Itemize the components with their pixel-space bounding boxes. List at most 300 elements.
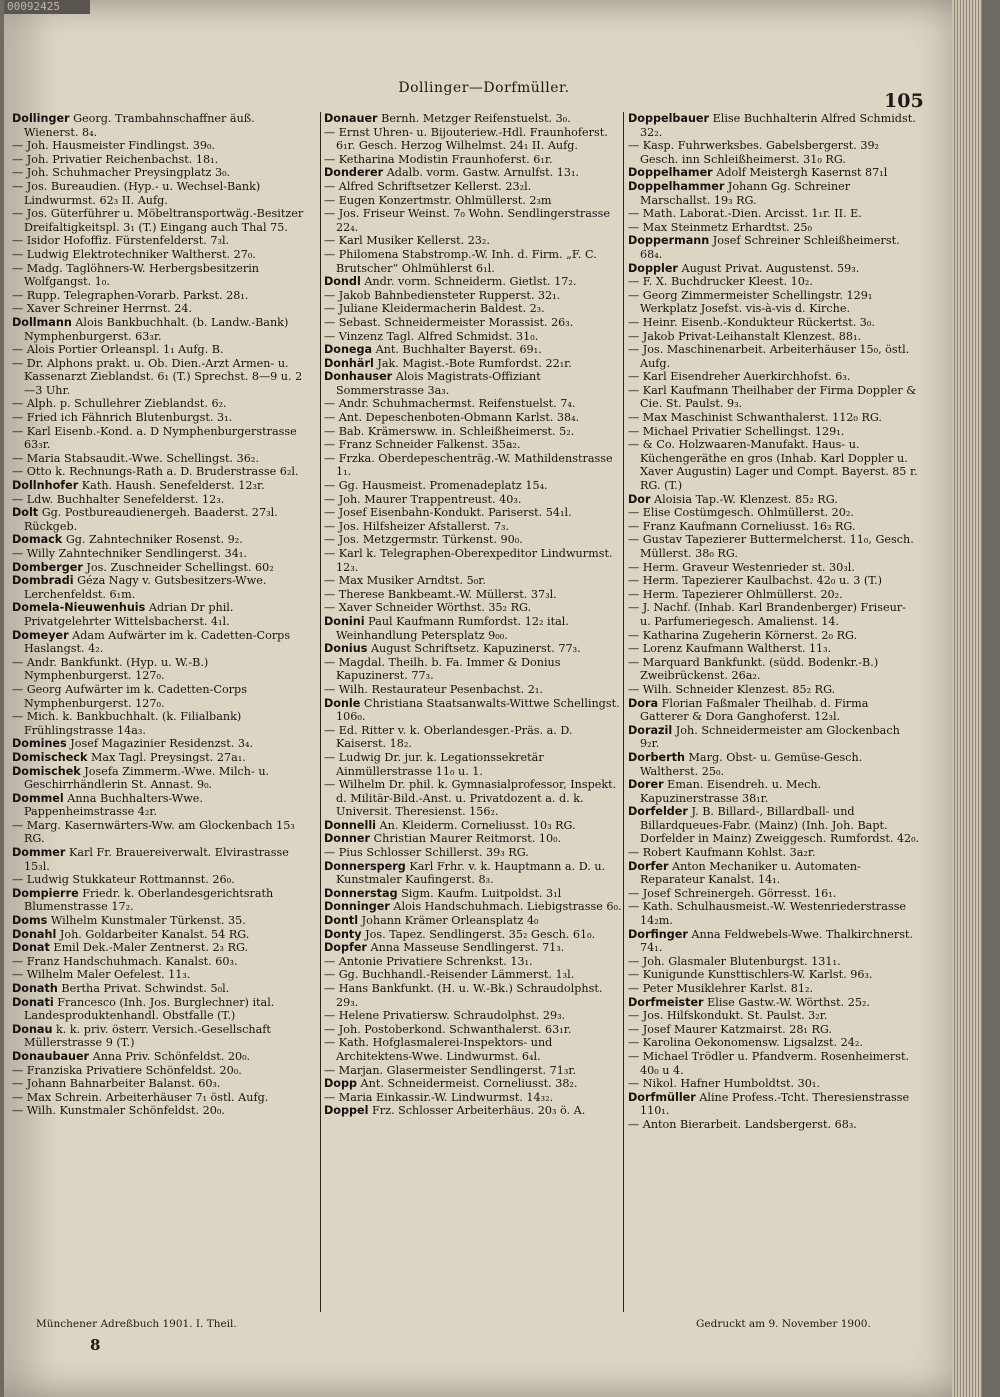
entry-text: Josefa Zimmerm.-Wwe. Milch- u. Geschirrhändlerin St. Annast. 9₀. [24, 764, 270, 792]
entry-text: — Bab. Krämersww. in. Schleißheimerst. 5₂. [324, 424, 575, 438]
entry-text: — Kasp. Fuhrwerksbes. Gabelsbergerst. 39₂ Gesch. inn Schleißheimerst. 31₀ RG. [628, 139, 880, 166]
directory-entry [324, 1064, 624, 1078]
directory-entry [324, 588, 624, 602]
directory-entry [12, 452, 312, 466]
entry-text: — Juliane Kleidermacherin Baldest. 2₃. [324, 302, 545, 316]
directory-entry [628, 860, 920, 887]
entry-surname: Domischek [12, 764, 81, 778]
entry-text: — Rupp. Telegraphen-Vorarb. Parkst. 28₁. [12, 288, 249, 302]
entry-surname: Dollnhofer [12, 479, 79, 493]
directory-entry [12, 411, 312, 425]
entry-text: — Max Steinmetz Erhardtst. 25₀ [628, 220, 812, 234]
entry-text: Aline Profess.-Tcht. Theresienstrasse 110₁. [640, 1090, 910, 1118]
directory-entry [324, 982, 624, 1009]
directory-entry [12, 425, 312, 452]
entry-surname: Dorberth [628, 750, 685, 764]
entry-surname: Dombradi [12, 574, 74, 588]
entry-text: Adrian Dr phil. Privatgelehrter Wittelsbacherst. 4₁l. [24, 601, 234, 628]
directory-entry [324, 194, 624, 208]
directory-entry [12, 561, 312, 575]
entry-text: August Schriftsetz. Kapuzinerst. 77₃. [367, 642, 581, 656]
entry-surname: Donhärl [324, 356, 374, 370]
directory-entry [324, 1009, 624, 1023]
directory-entry [324, 1023, 624, 1037]
directory-entry [12, 479, 312, 493]
entry-surname: Dopp [324, 1077, 357, 1091]
directory-entry [324, 683, 624, 697]
directory-entry [324, 860, 624, 887]
directory-entry [628, 384, 920, 411]
directory-entry [12, 465, 312, 479]
directory-entry [628, 683, 920, 697]
footer-book-title: Münchener Adreßbuch 1901. I. Theil. [36, 1318, 237, 1330]
entry-text: Josef Schreiner Schleißheimerst. 68₄. [640, 234, 900, 261]
directory-entry [12, 928, 312, 942]
directory-entry [324, 248, 624, 275]
directory-entry [628, 955, 920, 969]
entry-text: — Katharina Zugeherin Körnerst. 2₀ RG. [628, 628, 858, 642]
entry-text: — Therese Bankbeamt.-W. Müllerst. 37₃l. [324, 587, 557, 601]
entry-text: — Joh. Schuhmacher Preysingplatz 3₀. [12, 166, 231, 180]
entry-surname: Dorfmüller [628, 1090, 696, 1104]
directory-entry [324, 493, 624, 507]
entry-text: — Kath. Hofglasmalerei-Inspektors- und Architektens-Wwe. Lindwurmst. 6₄l. [324, 1036, 553, 1063]
entry-surname: Dorfinger [628, 927, 688, 941]
entry-surname: Donnersperg [324, 859, 406, 873]
entry-text: — Elise Costümgesch. Ohlmüllerst. 20₂. [628, 506, 854, 520]
entry-text: Christiana Staatsanwalts-Wittwe Schellingst. 106₀. [336, 696, 620, 724]
entry-text: — Ludwig Dr. jur. k. Legationssekretär Ainmüllerstrasse 11₀ u. 1. [324, 750, 544, 778]
directory-entry [324, 1104, 624, 1118]
directory-entry [12, 941, 312, 955]
entry-text: — Karl k. Telegraphen-Oberexpeditor Lindwurmst. 12₃. [324, 547, 613, 574]
entry-surname: Donati [12, 995, 54, 1009]
entry-surname: Donega [324, 343, 373, 357]
entry-text: — Nikol. Hafner Humboldtst. 30₁. [628, 1077, 820, 1091]
directory-entry [628, 724, 920, 751]
entry-text: — Ant. Depeschenboten-Obmann Karlst. 38₄. [324, 411, 580, 425]
entry-surname: Donath [12, 982, 58, 995]
entry-text: — Herm. Graveur Westenrieder st. 30₃l. [628, 560, 855, 574]
directory-entry [628, 751, 920, 778]
directory-entry [324, 1077, 624, 1091]
entry-text: Georg. Trambahnschaffner äuß. Wienerst. 8₄. [24, 112, 255, 139]
entry-text: Johann Gg. Schreiner Marschallst. 19₃ RG. [640, 179, 851, 207]
column-rule [320, 112, 321, 1312]
entry-surname: Donauer [324, 112, 378, 125]
entry-surname: Dolt [12, 506, 39, 520]
directory-entry [628, 262, 920, 276]
directory-entry [12, 139, 312, 153]
directory-entry [324, 452, 624, 479]
directory-entry [12, 248, 312, 262]
directory-entry [628, 112, 920, 139]
entry-text: — Maria Einkassir.-W. Lindwurmst. 14₃₂. [324, 1090, 554, 1104]
directory-entry [324, 656, 624, 683]
entry-text: — Fried ich Fähnrich Blutenburgst. 3₁. [12, 411, 233, 425]
entry-text: An. Kleiderm. Corneliusst. 10₃ RG. [376, 818, 576, 832]
entry-text: Anna Feldwebels-Wwe. Thalkirchnerst. 74₁. [640, 927, 913, 955]
entry-text: — Wilhelm Maler Oefelest. 11₃. [12, 968, 191, 982]
entry-text: Johann Krämer Orleansplatz 4₀ [358, 914, 539, 928]
entry-surname: Donaubauer [12, 1049, 90, 1063]
directory-entry [628, 588, 920, 602]
directory-entry [628, 166, 920, 180]
directory-entry [324, 724, 624, 751]
directory-entry [12, 506, 312, 533]
entry-text: Andr. vorm. Schneiderm. Gietlst. 17₂. [360, 275, 577, 289]
directory-entry [628, 343, 920, 370]
running-header: Dollinger—Dorfmüller. [398, 80, 570, 96]
entry-text: — Math. Laborat.-Dien. Arcisst. 1₁r. II. E. [628, 207, 862, 221]
entry-surname: Dorazil [628, 723, 673, 737]
entry-text: — Helene Privatiersw. Schraudolphst. 29₃. [324, 1009, 566, 1023]
directory-entry [324, 574, 624, 588]
signature-mark: 8 [90, 1336, 101, 1354]
directory-entry [12, 1064, 312, 1078]
entry-text: Joh. Goldarbeiter Kanalst. 54 RG. [56, 927, 250, 941]
directory-entry [12, 656, 312, 683]
entry-text: — Karl Kaufmann Theilhaber der Firma Doppler & Cie. St. Paulst. 9₃. [628, 383, 917, 411]
entry-surname: Donnerstag [324, 886, 398, 900]
directory-entry [12, 710, 312, 737]
directory-entry [12, 737, 312, 751]
directory-entry [628, 411, 920, 425]
entry-surname: Doppermann [628, 234, 710, 248]
entry-text: — Joh. Privatier Reichenbachst. 18₁. [12, 152, 219, 166]
directory-entry [628, 221, 920, 235]
entry-text: — Franz Schneider Falkenst. 35a₂. [324, 438, 521, 452]
directory-entry [324, 615, 624, 642]
directory-entry [12, 547, 312, 561]
directory-entry [12, 601, 312, 628]
directory-entry [628, 316, 920, 330]
directory-entry [628, 1036, 920, 1050]
entry-surname: Domack [12, 533, 63, 547]
page-number: 105 [884, 90, 924, 112]
directory-entry [324, 166, 624, 180]
entry-text: Karl Frhr. v. k. Hauptmann a. D. u. Kunstmaler Kaufingerst. 8₃. [336, 859, 606, 887]
entry-surname: Dorfer [628, 859, 669, 873]
directory-entry [12, 846, 312, 873]
entry-text: — Willy Zahntechniker Sendlingerst. 34₁. [12, 547, 247, 560]
entry-text: — Gg. Buchhandl.-Reisender Lämmerst. 1₃l. [324, 968, 575, 982]
directory-entry [12, 765, 312, 792]
entry-text: — Max Schrein. Arbeiterhäuser 7₁ östl. Aufg. [12, 1090, 269, 1104]
directory-entry [324, 289, 624, 303]
directory-entry [324, 153, 624, 167]
entry-surname: Donninger [324, 900, 390, 914]
entry-text: Jak. Magist.-Bote Rumfordst. 22₁r. [373, 356, 572, 370]
entry-surname: Domela-Nieuwenhuis [12, 601, 146, 615]
entry-text: — Xaver Schreiner Herrnst. 24. [12, 302, 193, 316]
directory-entry [324, 275, 624, 289]
directory-entry [628, 1009, 920, 1023]
entry-text: — Gg. Hausmeist. Promenadeplatz 15₄. [324, 479, 548, 493]
directory-entry [324, 601, 624, 615]
entry-text: J. B. Billard-, Billardball- und Billardqueues-Fabr. (Mainz) (Inh. Joh. Bapt. Dorfelder in Mainz) Zweiggesch. Rumfordst. 42₀. [640, 805, 920, 846]
directory-entry [12, 234, 312, 248]
entry-text: — Marg. Kasernwärters-Ww. am Glockenbach 15₃ RG. [12, 818, 295, 846]
directory-entry [628, 506, 920, 520]
entry-text: — Jakob Bahnbediensteter Rupperst. 32₁. [324, 288, 561, 302]
directory-entry [324, 832, 624, 846]
directory-entry [628, 520, 920, 534]
directory-entry [324, 207, 624, 234]
entry-text: Alois Bankbuchhalt. (b. Landw.-Bank) Nymphenburgerst. 63₃r. [24, 315, 289, 343]
entry-text: — Madg. Taglöhners-W. Herbergsbesitzerin Wolfgangst. 1₀. [12, 261, 259, 289]
directory-entry [628, 982, 920, 996]
directory-entry [324, 126, 624, 153]
directory-entry [628, 697, 920, 724]
entry-text: — Ernst Uhren- u. Bijouteriew.-Hdl. Fraunhoferst. 6₁r. Gesch. Herzog Wilhelmst. 24₁ II. Aufg. [324, 125, 608, 153]
directory-entry [628, 370, 920, 384]
entry-text: — Georg Zimmermeister Schellingstr. 129₁ Werkplatz Josefst. vis-à-vis d. Kirche. [628, 288, 873, 316]
directory-entry [324, 887, 624, 901]
entry-text: — F. X. Buchdrucker Kleest. 10₂. [628, 275, 813, 289]
directory-entry [324, 968, 624, 982]
directory-entry [324, 234, 624, 248]
directory-entry [324, 180, 624, 194]
directory-entry [12, 996, 312, 1023]
directory-entry [12, 574, 312, 601]
entry-text: — Andr. Bankfunkt. (Hyp. u. W.-B.) Nymphenburgerst. 127₀. [12, 655, 209, 683]
entry-surname: Donner [324, 832, 371, 846]
directory-entry [324, 357, 624, 371]
entry-text: — Ludwig Elektrotechniker Waltherst. 27₀. [12, 247, 256, 261]
directory-entry [324, 506, 624, 520]
directory-entry [12, 1104, 312, 1118]
directory-entry [324, 533, 624, 547]
entry-text: — Franz Kaufmann Corneliusst. 16₃ RG. [628, 519, 856, 533]
entry-text: — Otto k. Rechnungs-Rath a. D. Bruderstrasse 6₂l. [12, 465, 299, 479]
entry-surname: Donle [324, 696, 361, 710]
entry-text: — Alois Portier Orleanspl. 1₁ Aufg. B. [12, 343, 224, 357]
entry-surname: Domines [12, 737, 67, 751]
entry-text: — Eugen Konzertmstr. Ohlmüllerst. 2₃m [324, 193, 552, 207]
directory-entry [12, 166, 312, 180]
entry-text: — Jos. Friseur Weinst. 7₀ Wohn. Sendlingerstrasse 22₄. [324, 207, 610, 234]
directory-entry [628, 1118, 920, 1132]
directory-entry [324, 411, 624, 425]
directory-entry [324, 330, 624, 344]
entry-text: k. k. priv. österr. Versich.-Gesellschaft Müllerstrasse 9 (T.) [24, 1022, 271, 1050]
entry-surname: Dommel [12, 791, 64, 805]
directory-entry [628, 234, 920, 261]
entry-text: Francesco (Inh. Jos. Burglechner) ital. Landesproduktenhandl. Obstfalle (T.) [24, 995, 275, 1023]
entry-text: — Hans Bankfunkt. (H. u. W.-Bk.) Schraudolphst. 29₃. [324, 982, 603, 1009]
entry-text: Gg. Postbureaudienergeh. Baaderst. 27₃l. Rückgeb. [24, 506, 278, 533]
directory-entry [12, 1050, 312, 1064]
entry-text: Marg. Obst- u. Gemüse-Gesch. Waltherst. 25₀. [640, 750, 863, 778]
entry-text: — Marquard Bankfunkt. (südd. Bodenkr.-B.) Zweibrückenst. 26a₂. [628, 655, 879, 683]
entry-text: — Ludwig Stukkateur Rottmannst. 26₀. [12, 873, 235, 887]
entry-text: — Robert Kaufmann Kohlst. 3a₂r. [628, 846, 816, 860]
directory-entry [324, 479, 624, 493]
directory-entry [12, 180, 312, 207]
entry-surname: Donau [12, 1022, 53, 1036]
directory-entry [628, 438, 920, 492]
entry-text: — & Co. Holzwaaren-Manufakt. Haus- u. Küchengeräthe en gros (Inhab. Karl Doppler u. Xaver Augustin) Lager und Compt. Bayerst. 85 r. RG. (T.) [628, 438, 918, 493]
entry-text: Adolf Meistergh Kasernst 87₁l [712, 166, 888, 180]
directory-entry [628, 846, 920, 860]
entry-text: Christian Maurer Reitmorst. 10₀. [370, 832, 562, 846]
directory-entry [12, 1077, 312, 1091]
entry-text: — Wilh. Kunstmaler Schönfeldst. 20₀. [12, 1104, 225, 1118]
entry-text: — Michael Privatier Schellingst. 129₁. [628, 424, 845, 438]
directory-entry [12, 1023, 312, 1050]
directory-column-2 [324, 112, 624, 1118]
entry-surname: Dompierre [12, 886, 79, 900]
entry-text: — Mich. k. Bankbuchhalt. (k. Filialbank) Frühlingstrasse 14a₃. [12, 710, 242, 737]
entry-text: — Joh. Hausmeister Findlingst. 39₀. [12, 139, 216, 153]
directory-entry [12, 343, 312, 357]
entry-surname: Doppelhammer [628, 179, 725, 193]
entry-surname: Doms [12, 914, 48, 928]
directory-entry [628, 425, 920, 439]
entry-text: — Xaver Schneider Wörthst. 35₂ RG. [324, 601, 532, 615]
entry-text: Anton Mechaniker u. Automaten-Reparateur Kanalst. 14₁. [640, 859, 861, 887]
directory-entry [324, 819, 624, 833]
entry-text: — Karl Eisendreher Auerkirchhofst. 6₃. [628, 370, 851, 384]
directory-entry [324, 642, 624, 656]
entry-surname: Doppelhamer [628, 166, 713, 180]
directory-entry [628, 805, 920, 846]
directory-entry [628, 139, 920, 166]
entry-text: — Peter Musiklehrer Karlst. 81₂. [628, 982, 814, 995]
entry-surname: Domberger [12, 560, 83, 574]
entry-text: — Josef Schreinergeh. Görresst. 16₁. [628, 886, 837, 900]
directory-entry [324, 1036, 624, 1063]
entry-text: Gg. Zahntechniker Rosenst. 9₂. [62, 533, 243, 547]
entry-text: Aloisia Tap.-W. Klenzest. 85₂ RG. [650, 492, 838, 506]
entry-text: Alois Magistrats-Offiziant Sommerstrasse 3a₃. [336, 370, 541, 397]
entry-text: — Pius Schlosser Schillerst. 39₃ RG. [324, 846, 529, 860]
directory-entry [324, 751, 624, 778]
directory-entry [628, 1077, 920, 1091]
entry-text: — Ldw. Buchhalter Senefelderst. 12₃. [12, 492, 225, 506]
entry-surname: Dorfmeister [628, 995, 704, 1009]
directory-entry [628, 928, 920, 955]
entry-text: Kath. Haush. Senefelderst. 12₃r. [78, 479, 265, 493]
entry-text: — Kath. Schulhausmeist.-W. Westenriederstrasse 14₂m. [628, 900, 907, 928]
entry-text: — Jos. Metzgermstr. Türkenst. 90₀. [324, 533, 523, 547]
entry-text: — Jos. Hilfsheizer Afstallerst. 7₃. [324, 519, 509, 533]
directory-entry [12, 629, 312, 656]
entry-text: — Franz Handschuhmach. Kanalst. 60₃. [12, 954, 238, 968]
entry-text: — Max Maschinist Schwanthalerst. 112₀ RG. [628, 411, 882, 425]
entry-text: — Gustav Tapezierer Buttermelcherst. 11₀, Gesch. Müllerst. 38₀ RG. [628, 533, 914, 560]
entry-surname: Donius [324, 642, 368, 656]
entry-text: — Herm. Tapezierer Kaulbachst. 42₀ u. 3 (T.) [628, 574, 883, 588]
entry-text: — Karolina Oekonomensw. Ligsalzst. 24₂. [628, 1036, 863, 1050]
entry-text: — Wilh. Restaurateur Pesenbachst. 2₁. [324, 682, 543, 696]
entry-text: — Jos. Maschinenarbeit. Arbeiterhäuser 15₀, östl. Aufg. [628, 343, 910, 370]
directory-entry [12, 819, 312, 846]
directory-entry [628, 561, 920, 575]
directory-entry [628, 629, 920, 643]
entry-text: Paul Kaufmann Rumfordst. 12₂ ital. Weinhandlung Petersplatz 9₀₀. [336, 614, 569, 642]
directory-entry [628, 601, 920, 628]
entry-text: — Frzka. Oberdepeschenträg.-W. Mathildenstrasse 1₁. [324, 451, 613, 479]
directory-entry [628, 996, 920, 1010]
entry-text: — Jos. Hilfskondukt. St. Paulst. 3₂r. [628, 1009, 828, 1023]
directory-entry [628, 642, 920, 656]
entry-text: — Ed. Ritter v. k. Oberlandesger.-Präs. a. D. Kaiserst. 18₂. [324, 723, 573, 751]
entry-surname: Dommer [12, 846, 66, 860]
entry-surname: Donderer [324, 166, 384, 180]
entry-text: — Georg Aufwärter im k. Cadetten-Corps Nymphenburgerst. 127₀. [12, 682, 247, 710]
entry-surname: Dor [628, 492, 651, 506]
entry-text: — J. Nachf. (Inhab. Karl Brandenberger) Friseur- u. Parfumeriegesch. Amalienst. 14. [628, 601, 906, 628]
directory-entry [628, 207, 920, 221]
entry-text: — Josef Maurer Katzmairst. 28₁ RG. [628, 1022, 832, 1036]
entry-text: Adam Aufwärter im k. Cadetten-Corps Haslangst. 4₂. [24, 628, 291, 656]
entry-text: Jos. Zuschneider Schellingst. 60₂ [82, 560, 274, 574]
directory-entry [628, 1023, 920, 1037]
scan-id-stamp: 00092425 [4, 0, 90, 14]
entry-text: — Wilh. Schneider Klenzest. 85₂ RG. [628, 682, 836, 696]
entry-text: — Karl Musiker Kellerst. 23₂. [324, 234, 490, 248]
page-edge [952, 0, 982, 1397]
entry-surname: Donini [324, 614, 365, 628]
directory-entry [12, 982, 312, 996]
directory-entry [12, 887, 312, 914]
entry-text: Frz. Schlosser Arbeiterhäus. 20₃ ö. A. [368, 1104, 586, 1118]
directory-entry [12, 207, 312, 234]
entry-surname: Dorer [628, 778, 664, 792]
entry-text: Alois Handschuhmach. Liebigstrasse 6₀. [389, 900, 622, 914]
entry-text: — Maria Stabsaudit.-Wwe. Schellingst. 36₂. [12, 451, 259, 465]
entry-text: Elise Buchhalterin Alfred Schmidst. 32₂. [640, 112, 916, 139]
directory-entry [12, 873, 312, 887]
entry-text: — Isidor Hofoffiz. Fürstenfelderst. 7₃l. [12, 234, 230, 248]
entry-surname: Donhauser [324, 370, 393, 384]
directory-entry [12, 914, 312, 928]
entry-text: — Kunigunde Kunsttischlers-W. Karlst. 96₃. [628, 968, 873, 982]
directory-entry [324, 425, 624, 439]
directory-entry [628, 1091, 920, 1118]
directory-entry [12, 683, 312, 710]
entry-surname: Donnelli [324, 818, 376, 832]
entry-text: Ant. Schneidermeist. Corneliusst. 38₂. [357, 1077, 578, 1091]
directory-entry [324, 302, 624, 316]
directory-entry [324, 316, 624, 330]
directory-entry [628, 180, 920, 207]
directory-entry [12, 153, 312, 167]
entry-surname: Donahl [12, 927, 57, 941]
directory-entry [324, 343, 624, 357]
directory-entry [628, 574, 920, 588]
entry-text: Anna Buchhalters-Wwe. Pappenheimstrasse 4₂r. [24, 791, 203, 819]
entry-text: — Alph. p. Schullehrer Zieblandst. 6₂. [12, 397, 227, 411]
entry-text: — Antonie Privatiere Schrenkst. 13₁. [324, 954, 533, 968]
directory-entry [324, 547, 624, 574]
directory-entry [628, 778, 920, 805]
entry-text: Sigm. Kaufm. Luitpoldst. 3₁l [397, 886, 562, 900]
directory-entry [12, 751, 312, 765]
directory-column-1 [12, 112, 312, 1118]
directory-entry [324, 846, 624, 860]
entry-text: — Sebast. Schneidermeister Morassist. 26₃. [324, 315, 574, 329]
directory-entry [628, 289, 920, 316]
directory-entry [628, 900, 920, 927]
entry-surname: Dollmann [12, 315, 72, 329]
entry-text: — Michael Trödler u. Pfandverm. Rosenheimerst. 40₀ u 4. [628, 1049, 910, 1077]
entry-text: Anna Priv. Schönfeldst. 20₀. [89, 1049, 251, 1063]
directory-entry [12, 493, 312, 507]
directory-entry [628, 968, 920, 982]
